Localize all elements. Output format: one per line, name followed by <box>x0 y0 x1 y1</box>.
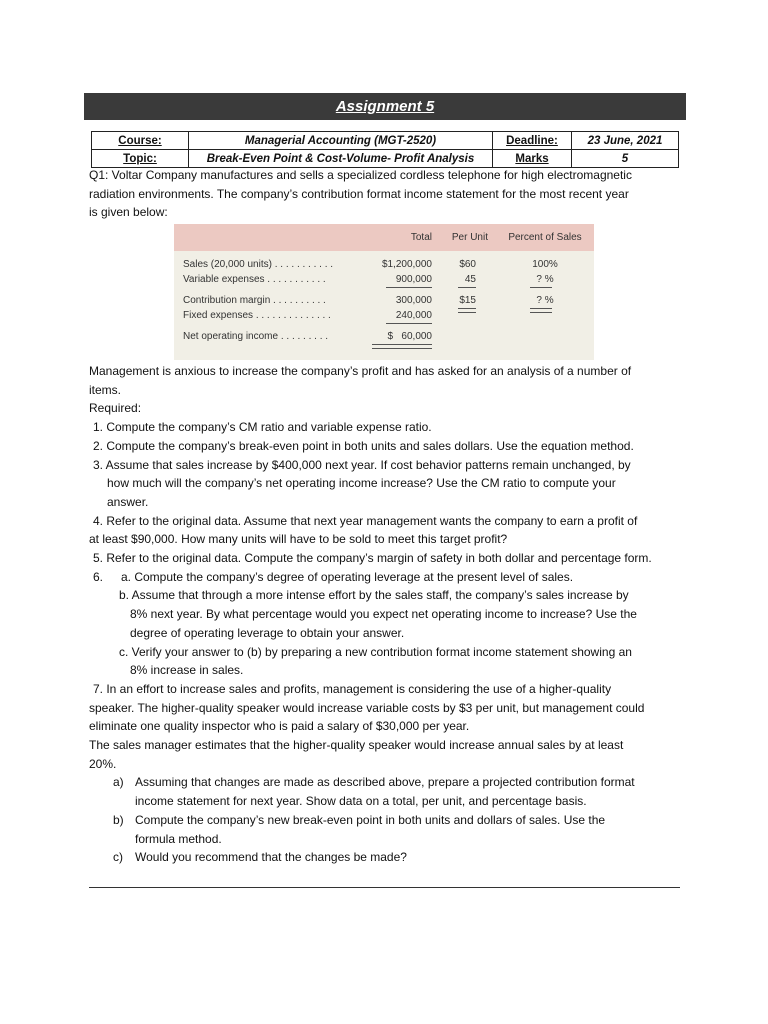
requirement-6a <box>89 568 689 587</box>
bottom-rule <box>89 887 680 888</box>
marks-label: Marks <box>493 150 572 168</box>
question-body <box>89 362 689 867</box>
variable-per-unit: 45 <box>464 274 476 285</box>
text-line: items. <box>89 382 122 397</box>
requirement-4-cont: at least $90,000. How many units will have to be sold to meet this target profit? <box>89 532 508 547</box>
required-heading: Required: <box>89 401 142 416</box>
requirement-7-cont: speaker. The higher-quality speaker would increase variable costs by $3 per unit, but management could <box>89 700 645 715</box>
sales-percent: 100% <box>532 259 558 270</box>
variable-unit-underline <box>458 287 476 288</box>
subpart-c-text: Would you recommend that the changes be made? <box>135 850 407 865</box>
assignment-title-bar <box>84 93 686 120</box>
variable-label: Variable expenses . . . . . . . . . . . <box>183 274 326 285</box>
requirement-3: 3. Assume that sales increase by $400,000 next year. If cost behavior patterns remain unchanged, by <box>93 457 631 472</box>
requirement-1: 1. Compute the company’s CM ratio and variable expense ratio. <box>93 420 432 435</box>
subpart-c <box>89 848 689 867</box>
course-row <box>92 132 679 150</box>
variable-pct-underline <box>530 287 552 288</box>
requirement-6-number: 6. <box>93 569 104 584</box>
topic-label: Topic: <box>92 150 189 168</box>
noi-label: Net operating income . . . . . . . . . <box>183 331 329 342</box>
q1-line: is given below: <box>89 205 168 220</box>
marks-value: 5 <box>572 150 679 168</box>
requirement-6c-cont: 8% increase in sales. <box>130 663 244 678</box>
subpart-a <box>89 773 689 792</box>
header-percent: Percent of Sales <box>508 232 582 243</box>
topic-row <box>92 150 679 168</box>
course-label: Course: <box>92 132 189 150</box>
topic-value: Break-Even Point & Cost-Volume- Profit Analysis <box>189 150 493 168</box>
assignment-title: Assignment 5 <box>335 98 435 115</box>
q1-intro <box>89 166 689 222</box>
requirement-6b-cont: degree of operating leverage to obtain your answer. <box>130 625 405 640</box>
subpart-b-text: Compute the company’s new break-even point in both units and dollars of sales. Use the <box>135 812 606 827</box>
subpart-a-cont: income statement for next year. Show data on a total, per unit, and percentage basis. <box>135 794 587 809</box>
q1-line: Q1: Voltar Company manufactures and sells a specialized cordless telephone for high electromagnetic <box>89 168 632 182</box>
noi-double-underline <box>372 344 432 349</box>
variable-underline <box>386 287 432 288</box>
variable-percent: ? % <box>536 274 554 285</box>
requirement-7-cont: The sales manager estimates that the higher-quality speaker would increase annual sales by at least <box>89 738 624 753</box>
subpart-c-label: c) <box>113 850 123 865</box>
variable-total: 900,000 <box>395 274 432 285</box>
cm-percent: ? % <box>536 295 554 306</box>
requirement-6b: b. Assume that through a more intense effort by the sales staff, the company’s sales increase by <box>119 588 629 603</box>
requirement-6a-text: a. Compute the company’s degree of operating leverage at the present level of sales. <box>121 569 574 584</box>
sales-per-unit: $60 <box>459 259 476 270</box>
fixed-underline <box>386 323 432 324</box>
sales-total: $1,200,000 <box>381 259 432 270</box>
course-value: Managerial Accounting (MGT-2520) <box>189 132 493 150</box>
cm-label: Contribution margin . . . . . . . . . . <box>183 295 326 306</box>
requirement-2: 2. Compute the company’s break-even point in both units and sales dollars. Use the equation method. <box>93 438 634 453</box>
q1-line: radiation environments. The company’s contribution format income statement for the most recent year <box>89 186 629 201</box>
requirement-7-cont: 20%. <box>89 756 117 771</box>
subpart-a-text: Assuming that changes are made as described above, prepare a projected contribution format <box>135 775 635 790</box>
fixed-total: 240,000 <box>395 310 432 321</box>
requirement-6c: c. Verify your answer to (b) by preparing a new contribution format income statement showing an <box>119 644 632 659</box>
requirement-7: 7. In an effort to increase sales and profits, management is considering the use of a higher-quality <box>93 681 612 696</box>
header-total: Total <box>410 232 432 243</box>
subpart-b-cont: formula method. <box>135 831 222 846</box>
requirement-3-cont: how much will the company’s net operating income increase? Use the CM ratio to compute your <box>107 476 616 491</box>
income-statement <box>174 224 594 360</box>
header-per-unit: Per Unit <box>451 232 488 243</box>
cm-unit-double-underline <box>458 308 476 313</box>
subpart-b-label: b) <box>113 812 124 827</box>
requirement-7-cont: eliminate one quality inspector who is paid a salary of $30,000 per year. <box>89 719 470 734</box>
deadline-label: Deadline: <box>493 132 572 150</box>
deadline-value: 23 June, 2021 <box>572 132 679 150</box>
subpart-b <box>89 811 689 830</box>
course-info-table <box>91 131 679 168</box>
requirement-5: 5. Refer to the original data. Compute the company’s margin of safety in both dollar and percentage form. <box>93 551 652 566</box>
noi-total: $ 60,000 <box>387 331 432 342</box>
requirement-6b-cont: 8% next year. By what percentage would you expect net operating income to increase? Use the <box>130 607 637 622</box>
subpart-a-label: a) <box>113 775 124 790</box>
cm-per-unit: $15 <box>459 295 476 306</box>
requirement-3-cont: answer. <box>107 494 149 509</box>
cm-pct-double-underline <box>530 308 552 313</box>
requirement-4: 4. Refer to the original data. Assume that next year management wants the company to earn a profit of <box>93 513 638 528</box>
fixed-label: Fixed expenses . . . . . . . . . . . . . . <box>183 310 331 321</box>
text-line: Management is anxious to increase the company’s profit and has asked for an analysis of a number of <box>89 364 632 378</box>
cm-total: 300,000 <box>395 295 432 306</box>
sales-label: Sales (20,000 units) . . . . . . . . . . . <box>183 259 334 270</box>
